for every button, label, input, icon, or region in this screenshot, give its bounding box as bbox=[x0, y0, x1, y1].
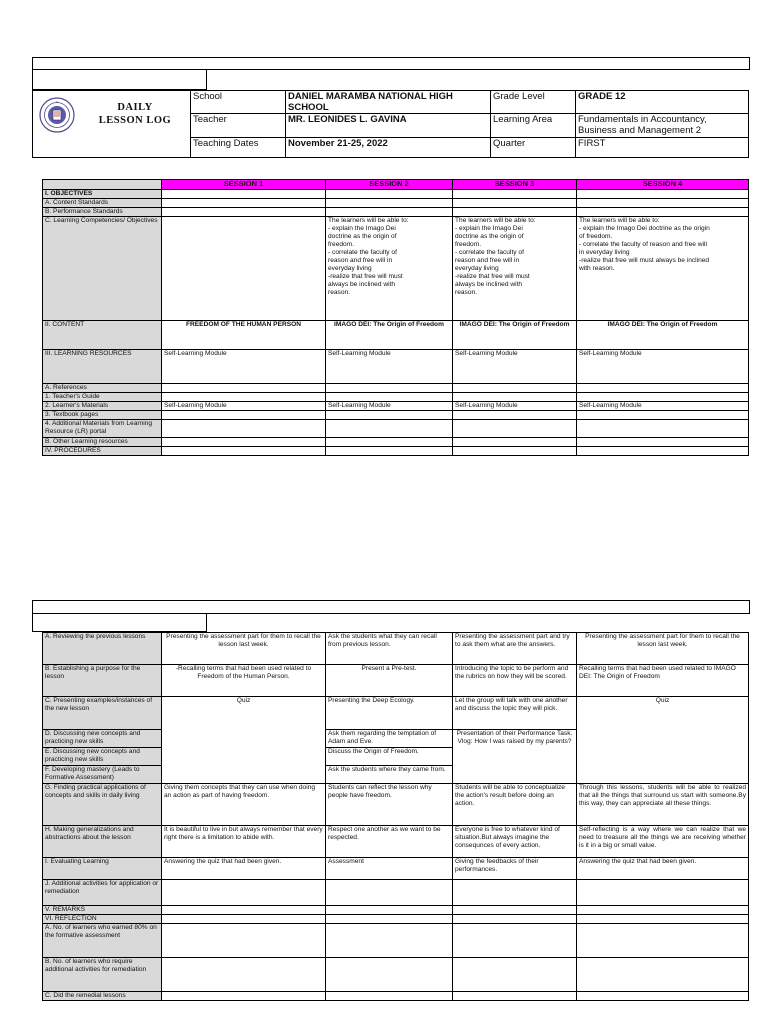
page2-top-subbox bbox=[32, 613, 207, 632]
area-label: Learning Area bbox=[491, 114, 576, 138]
applications-session-4: Through this lessons, students will be able to realized that all the things that surround us start with someone.By this way, they can appreciate all these things. bbox=[577, 784, 749, 826]
resources-label: III. LEARNING RESOURCES bbox=[43, 350, 162, 384]
materials-session-4: Self-Learning Module bbox=[577, 402, 749, 411]
competencies-session-3: The learners will be able to: - explain the Imago Dei doctrine as the origin of freedom. - correlate the faculty of reason and free will in everyday living -realize that free will must always be inclined with reason. bbox=[453, 217, 577, 321]
evaluating-session-2: Assessment bbox=[326, 858, 453, 880]
grade-label: Grade Level bbox=[491, 91, 576, 114]
teachers-guide-label: 1. Teacher's Guide bbox=[43, 393, 162, 402]
lesson-table-part2 bbox=[42, 632, 749, 1001]
additional-materials-label: 4. Additional Materials from Learning Resource (LR) portal bbox=[43, 420, 162, 438]
remediation-learners-label: B. No. of learners who require additional activities for remediation bbox=[43, 958, 162, 992]
discussing-1-label: D. Discussing new concepts and practicing new skills bbox=[43, 730, 162, 748]
session-1-header: SESSION 1 bbox=[162, 180, 326, 190]
content-session-1: FREEDOM OF THE HUMAN PERSON bbox=[162, 321, 326, 350]
evaluating-session-1: Answering the quiz that had been given. bbox=[162, 858, 326, 880]
remarks-label: V. REMARKS bbox=[43, 906, 162, 915]
content-session-4: IMAGO DEI: The Origin of Freedom bbox=[577, 321, 749, 350]
remedial-lessons-label: C. Did the remedial lessons bbox=[43, 992, 162, 1001]
applications-session-2: Students can reflect the lesson why people have freedom. bbox=[326, 784, 453, 826]
purpose-session-2: Present a Pre-test. bbox=[326, 665, 453, 697]
reviewing-label: A. Reviewing the previous lessons bbox=[43, 633, 162, 665]
resources-session-2: Self-Learning Module bbox=[326, 350, 453, 384]
content-label: II. CONTENT bbox=[43, 321, 162, 350]
evaluating-session-4: Answering the quiz that had been given. bbox=[577, 858, 749, 880]
purpose-label: B. Establishing a purpose for the lesson bbox=[43, 665, 162, 697]
discussing-1-session-2: Ask them regarding the temptation of Adam and Eve. bbox=[326, 730, 453, 748]
purpose-session-1: -Recalling terms that had been used related to Freedom of the Human Person. bbox=[162, 665, 326, 697]
generalizations-session-4: Self-reflecting is a way where we can realize that we need to treasure all the things we are receiving whether is it in a big or small value. bbox=[577, 826, 749, 858]
references-label: A. References bbox=[43, 384, 162, 393]
session-2-header: SESSION 2 bbox=[326, 180, 453, 190]
textbook-pages-label: 3. Textbook pages bbox=[43, 411, 162, 420]
applications-session-1: Giving them concepts that they can use when doing an action as part of having freedom. bbox=[162, 784, 326, 826]
evaluating-label: I. Evaluating Learning bbox=[43, 858, 162, 880]
page2-top-bar bbox=[32, 600, 750, 614]
evaluating-session-3: Giving the feedbacks of their performances. bbox=[453, 858, 577, 880]
mastery-label: F. Developing mastery (Leads to Formative Assessment) bbox=[43, 766, 162, 784]
materials-session-3: Self-Learning Module bbox=[453, 402, 577, 411]
content-standards-label: A. Content Standards bbox=[43, 199, 162, 208]
content-session-3: IMAGO DEI: The Origin of Freedom bbox=[453, 321, 577, 350]
generalizations-label: H. Making generalizations and abstractions about the lesson bbox=[43, 826, 162, 858]
presenting-session-1: Quiz bbox=[162, 697, 326, 784]
dates-value: November 21-25, 2022 bbox=[286, 138, 491, 158]
grade-value: GRADE 12 bbox=[576, 91, 749, 114]
teacher-label: Teacher bbox=[191, 114, 286, 138]
presenting-session-2: Presenting the Deep Ecology. bbox=[326, 697, 453, 730]
school-label: School bbox=[191, 91, 286, 114]
reviewing-session-4: Presenting the assessment part for them to recall the lesson last week. bbox=[577, 633, 749, 665]
applications-session-3: Students will be able to conceptualize the action's result before doing an action. bbox=[453, 784, 577, 826]
other-resources-label: B. Other Learning resources bbox=[43, 438, 162, 447]
discussing-2-label: E. Discussing new concepts and practicing new skills bbox=[43, 748, 162, 766]
competencies-session-4: The learners will be able to: - explain the Imago Dei doctrine as the origin of freedom. - correlate the faculty of reason and free will in everyday living -realize that free will must always be inclined with reason. bbox=[577, 217, 749, 321]
reviewing-session-3: Presenting the assessment part and try to ask them what are the answers. bbox=[453, 633, 577, 665]
generalizations-session-1: It is beautiful to live in but always remember that every right there is a limitation to abide with. bbox=[162, 826, 326, 858]
lesson-table-part1 bbox=[42, 179, 749, 456]
school-seal-icon bbox=[39, 97, 75, 133]
resources-session-3: Self-Learning Module bbox=[453, 350, 577, 384]
materials-session-1: Self-Learning Module bbox=[162, 402, 326, 411]
content-session-2: IMAGO DEI: The Origin of Freedom bbox=[326, 321, 453, 350]
reviewing-session-1: Presenting the assessment part for them to recall the lesson last week. bbox=[162, 633, 326, 665]
presenting-session-4: Quiz bbox=[577, 697, 749, 784]
purpose-session-4: Recalling terms that had been used related to IMAGO DEI: The Origin of Freedom bbox=[577, 665, 749, 697]
procedures-label: IV. PROCEDURES bbox=[43, 447, 162, 456]
header-table bbox=[32, 90, 749, 158]
resources-session-1: Self-Learning Module bbox=[162, 350, 326, 384]
performance-standards-label: B. Performance Standards bbox=[43, 208, 162, 217]
competencies-label: C. Learning Competencies/ Objectives bbox=[43, 217, 162, 321]
area-value: Fundamentals in Accountancy, Business and Management 2 bbox=[576, 114, 749, 138]
dates-label: Teaching Dates bbox=[191, 138, 286, 158]
quarter-label: Quarter bbox=[491, 138, 576, 158]
session-3-header: SESSION 3 bbox=[453, 180, 577, 190]
doc-title-line1: DAILY bbox=[117, 102, 153, 113]
teacher-value: MR. LEONIDES L. GAVINA bbox=[286, 114, 491, 138]
competencies-session-2: The learners will be able to: - explain the Imago Dei doctrine as the origin of freedom. - correlate the faculty of reason and free will in everyday living -realize that free will must always be inclined with reason. bbox=[326, 217, 453, 321]
generalizations-session-3: Everyone is free to whatever kind of situation.But always imagine the consequnces of every action. bbox=[453, 826, 577, 858]
reflection-label: VI. REFLECTION bbox=[43, 915, 162, 924]
reviewing-session-2: Ask the students what they can recall from previous lesson. bbox=[326, 633, 453, 665]
objectives-label: I. OBJECTIVES bbox=[43, 190, 162, 199]
materials-session-2: Self-Learning Module bbox=[326, 402, 453, 411]
purpose-session-3: Introducing the topic to be perform and the rubrics on how they will be scored. bbox=[453, 665, 577, 697]
quarter-value: FIRST bbox=[576, 138, 749, 158]
session-corner bbox=[43, 180, 162, 190]
discussing-session-3: Presentation of their Performance Task. Vlog: How I was raised by my parents? bbox=[453, 730, 577, 784]
generalizations-session-2: Respect one another as we want to be respected. bbox=[326, 826, 453, 858]
session-4-header: SESSION 4 bbox=[577, 180, 749, 190]
formative-learners-label: A. No. of learners who earned 80% on the formative assessment bbox=[43, 924, 162, 958]
learners-materials-label: 2. Learner's Materials bbox=[43, 402, 162, 411]
resources-session-4: Self-Learning Module bbox=[577, 350, 749, 384]
presenting-label: C. Presenting examples/instances of the new lesson bbox=[43, 697, 162, 730]
mastery-session-2: Ask the students where they came from. bbox=[326, 766, 453, 784]
logo-title-cell bbox=[33, 91, 191, 158]
additional-activities-label: J. Additional activities for application or remediation bbox=[43, 880, 162, 906]
doc-title-line2: LESSON LOG bbox=[98, 115, 172, 126]
presenting-session-3: Let the group will talk with one another and discuss the topic they will pick. bbox=[453, 697, 577, 730]
applications-label: G. Finding practical applications of concepts and skills in daily living bbox=[43, 784, 162, 826]
school-value: DANIEL MARAMBA NATIONAL HIGH SCHOOL bbox=[286, 91, 491, 114]
top-subbox bbox=[32, 69, 207, 90]
discussing-2-session-2: Discuss the Origin of Freedom. bbox=[326, 748, 453, 766]
